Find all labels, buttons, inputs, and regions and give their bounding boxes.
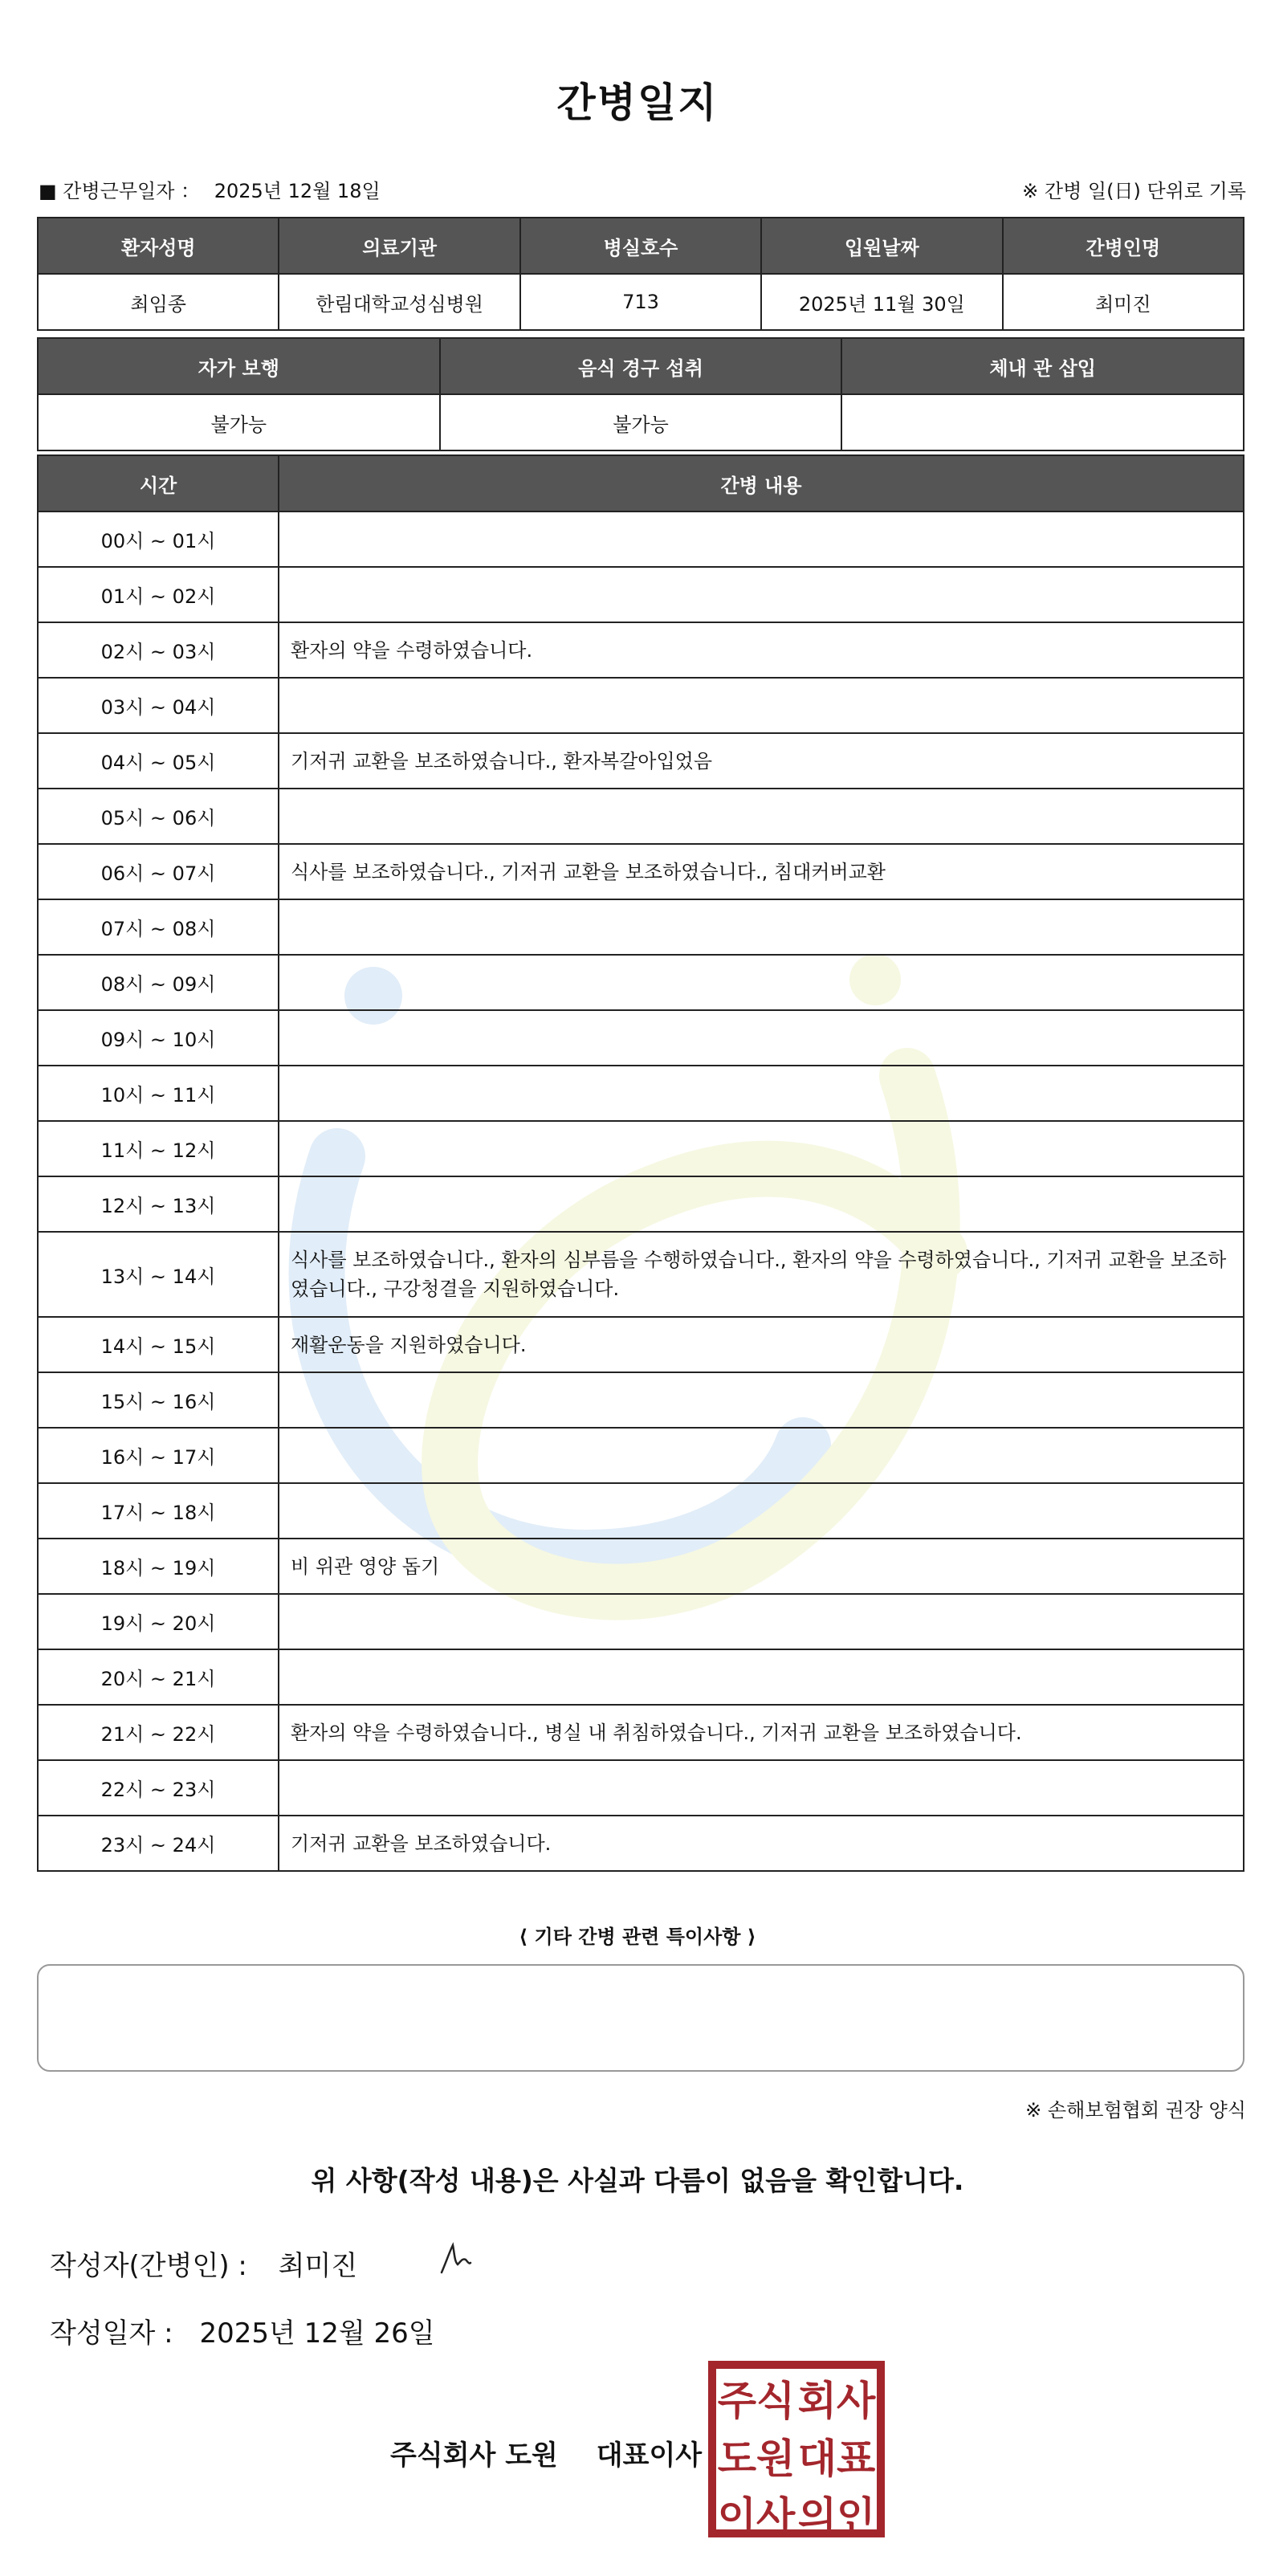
- log-content: [279, 512, 1244, 567]
- seal-text: 대표: [797, 2435, 876, 2482]
- log-content: [279, 955, 1244, 1010]
- log-time: 10시 ~ 11시: [38, 1066, 279, 1121]
- log-time: 08시 ~ 09시: [38, 955, 279, 1010]
- log-time: 17시 ~ 18시: [38, 1483, 279, 1539]
- care-log-row: [38, 1705, 1244, 1760]
- log-content: [279, 1594, 1244, 1649]
- care-log-row: [38, 789, 1244, 844]
- seal-text: 의인: [797, 2493, 876, 2540]
- log-time: 13시 ~ 14시: [38, 1232, 279, 1317]
- log-content: 식사를 보조하였습니다., 환자의 심부름을 수행하였습니다., 환자의 약을 수령하였습니다., 기저귀 교환을 보조하였습니다., 구강청결을 지원하였습니다.: [279, 1232, 1244, 1317]
- log-content: [279, 1010, 1244, 1066]
- care-log-row: [38, 1539, 1244, 1594]
- log-time: 18시 ~ 19시: [38, 1539, 279, 1594]
- header-tube-insertion: 체내 관 삽입: [841, 338, 1244, 394]
- notes-title: ⟨ 기타 간병 관련 특이사항 ⟩: [519, 1926, 756, 1948]
- confirmation-statement: 위 사항(작성 내용)은 사실과 다름이 없음을 확인합니다.: [311, 2165, 964, 2196]
- work-date: [39, 175, 381, 203]
- care-log-row: [38, 1176, 1244, 1232]
- header-admission-date: 입원날짜: [761, 218, 1002, 274]
- log-time: 15시 ~ 16시: [38, 1372, 279, 1428]
- patient-info-value-row: [38, 274, 1244, 330]
- log-time: 19시 ~ 20시: [38, 1594, 279, 1649]
- log-content: [279, 789, 1244, 844]
- header-room: 병실호수: [520, 218, 761, 274]
- work-date-label: ■ 간병근무일자 ：: [39, 180, 201, 202]
- work-date-value: 2025년 12월 18일: [214, 180, 381, 202]
- patient-name: 최임종: [38, 274, 279, 330]
- log-time: 12시 ~ 13시: [38, 1176, 279, 1232]
- log-time: 20시 ~ 21시: [38, 1649, 279, 1705]
- header-caregiver: 간병인명: [1003, 218, 1244, 274]
- notes-box: [37, 1964, 1244, 2072]
- company-line: [390, 2433, 702, 2472]
- care-log-row: [38, 1649, 1244, 1705]
- log-time: 07시 ~ 08시: [38, 899, 279, 955]
- care-log-row: [38, 1317, 1244, 1372]
- walking-value: 불가능: [38, 394, 440, 450]
- log-content: [279, 1176, 1244, 1232]
- abilities-value-row: [38, 394, 1244, 450]
- log-time: 23시 ~ 24시: [38, 1816, 279, 1871]
- log-time: 01시 ~ 02시: [38, 567, 279, 622]
- log-content: [279, 1483, 1244, 1539]
- care-log-row: [38, 1372, 1244, 1428]
- care-log-row: [38, 844, 1244, 899]
- author-name: 최미진: [278, 2250, 358, 2282]
- log-content: 환자의 약을 수령하였습니다., 병실 내 취침하였습니다., 기저귀 교환을 보조하였습니다.: [279, 1705, 1244, 1760]
- log-time: 14시 ~ 15시: [38, 1317, 279, 1372]
- tube-insertion-value: [841, 394, 1244, 450]
- oral-intake-value: 불가능: [440, 394, 842, 450]
- care-log-row: [38, 1483, 1244, 1539]
- care-log-row: [38, 1066, 1244, 1121]
- care-log-row: [38, 1121, 1244, 1176]
- log-content: 기저귀 교환을 보조하였습니다., 환자복갈아입었음: [279, 733, 1244, 789]
- care-log-body: [38, 512, 1244, 1871]
- header-oral-intake: 음식 경구 섭취: [440, 338, 842, 394]
- log-time: 16시 ~ 17시: [38, 1428, 279, 1483]
- ceo-title: 대표이사: [596, 2439, 703, 2472]
- header-hospital: 의료기관: [279, 218, 519, 274]
- log-content: 비 위관 영양 돕기: [279, 1539, 1244, 1594]
- care-log-row: [38, 1594, 1244, 1649]
- log-time: 06시 ~ 07시: [38, 844, 279, 899]
- caregiver-name: 최미진: [1003, 274, 1244, 330]
- form-source-note: ※ 손해보험협회 권장 양식: [1025, 2099, 1246, 2122]
- care-log-row: [38, 1232, 1244, 1317]
- log-content: 식사를 보조하였습니다., 기저귀 교환을 보조하였습니다., 침대커버교환: [279, 844, 1244, 899]
- log-content: 기저귀 교환을 보조하였습니다.: [279, 1816, 1244, 1871]
- log-time: 02시 ~ 03시: [38, 622, 279, 678]
- log-time: 00시 ~ 01시: [38, 512, 279, 567]
- written-date-line: [50, 2311, 435, 2350]
- header-walking: 자가 보행: [38, 338, 440, 394]
- care-log-row: [38, 567, 1244, 622]
- header-time: 시간: [38, 455, 279, 512]
- seal-text: 회사: [797, 2378, 876, 2424]
- seal-text: 도원: [717, 2435, 796, 2482]
- care-log-row: [38, 512, 1244, 567]
- patient-info-header-row: [38, 218, 1244, 274]
- log-time: 05시 ~ 06시: [38, 789, 279, 844]
- care-log-row: [38, 1816, 1244, 1871]
- log-content: [279, 1372, 1244, 1428]
- seal-text: 이사: [717, 2493, 796, 2540]
- log-time: 09시 ~ 10시: [38, 1010, 279, 1066]
- handwritten-signature: [438, 2237, 479, 2277]
- log-time: 21시 ~ 22시: [38, 1705, 279, 1760]
- admission-date: 2025년 11월 30일: [761, 274, 1002, 330]
- log-content: [279, 1428, 1244, 1483]
- care-log-row: [38, 1010, 1244, 1066]
- log-content: 재활운동을 지원하였습니다.: [279, 1317, 1244, 1372]
- author-line: [50, 2244, 357, 2283]
- care-log-header-row: [38, 455, 1244, 512]
- log-content: [279, 899, 1244, 955]
- log-content: [279, 1121, 1244, 1176]
- written-date-label: 작성일자 :: [50, 2317, 173, 2350]
- care-log-row: [38, 1428, 1244, 1483]
- care-log-row: [38, 1760, 1244, 1816]
- log-content: 환자의 약을 수령하였습니다.: [279, 622, 1244, 678]
- care-log-table: [37, 454, 1244, 1872]
- room-number: 713: [520, 274, 761, 330]
- unit-note: ※ 간병 일(日) 단위로 기록: [1022, 180, 1246, 202]
- log-content: [279, 1649, 1244, 1705]
- log-time: 03시 ~ 04시: [38, 678, 279, 733]
- company-name: 주식회사 도원: [390, 2439, 558, 2472]
- written-date-value: 2025년 12월 26일: [199, 2317, 435, 2350]
- author-label: 작성자(간병인) :: [50, 2250, 247, 2282]
- log-content: [279, 1066, 1244, 1121]
- care-log-row: [38, 622, 1244, 678]
- header-content: 간병 내용: [279, 455, 1244, 512]
- log-time: 22시 ~ 23시: [38, 1760, 279, 1816]
- abilities-table: [37, 337, 1244, 451]
- care-log-row: [38, 733, 1244, 789]
- care-log-row: [38, 899, 1244, 955]
- company-seal-stamp: [708, 2361, 885, 2540]
- hospital: 한림대학교성심병원: [279, 274, 519, 330]
- header-patient-name: 환자성명: [38, 218, 279, 274]
- document-title: 간병일지: [556, 79, 719, 126]
- patient-info-table: [37, 217, 1244, 331]
- log-content: [279, 1760, 1244, 1816]
- log-content: [279, 567, 1244, 622]
- abilities-header-row: [38, 338, 1244, 394]
- log-time: 11시 ~ 12시: [38, 1121, 279, 1176]
- log-content: [279, 678, 1244, 733]
- care-log-row: [38, 955, 1244, 1010]
- seal-text: 주식: [717, 2378, 796, 2424]
- care-log-row: [38, 678, 1244, 733]
- log-time: 04시 ~ 05시: [38, 733, 279, 789]
